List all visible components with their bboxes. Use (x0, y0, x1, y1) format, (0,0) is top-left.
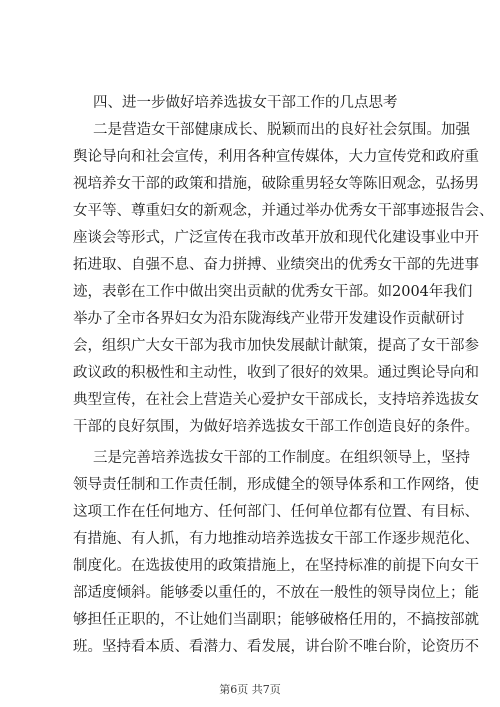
paragraph-2-line: 班。坚持看本质、看潜力、看发展，讲台阶不唯台阶，论资历不 (73, 639, 479, 655)
paragraph-1-line: 视培养女干部的政策和措施，破除重男轻女等陈旧观念，弘扬男 (73, 176, 479, 192)
paragraph-1-line: 迹，表彰在工作中做出突出贡献的优秀女干部。如2004年我们 (73, 284, 473, 300)
paragraph-1-line: 二是营造女干部健康成长、脱颖而出的良好社会氛围。加强 (93, 122, 470, 138)
paragraph-2-line: 领导责任制和工作责任制，形成健全的领导体系和工作网络，使 (73, 477, 479, 493)
paragraph-2-line: 三是完善培养选拔女干部的工作制度。在组织领导上，坚持 (93, 450, 470, 466)
paragraph-1-line: 座谈会等形式，广泛宣传在我市改革开放和现代化建设事业中开 (73, 230, 479, 246)
paragraph-1-line: 拓进取、自强不息、奋力拼搏、业绩突出的优秀女干部的先进事 (73, 257, 479, 273)
page-number-footer: 第6页 共7页 (219, 683, 281, 696)
paragraph-1-line: 典型宣传，在社会上营造关心爱护女干部成长，支持培养选拔女 (73, 392, 479, 408)
paragraph-1-line: 干部的良好氛围，为做好培养选拔女干部工作创造良好的条件。 (73, 419, 479, 435)
paragraph-1-line: 会，组织广大女干部为我市加快发展献计献策，提高了女干部参 (73, 338, 479, 354)
paragraph-1-line: 政议政的积极性和主动性，收到了很好的效果。通过舆论导向和 (73, 365, 479, 381)
paragraph-1-line: 女平等、尊重妇女的新观念，并通过举办优秀女干部事迹报告会、 (73, 203, 494, 219)
paragraph-1-line: 举办了全市各界妇女为沿东陇海线产业带开发建设作贡献研讨 (73, 311, 465, 327)
paragraph-1-line: 舆论导向和社会宣传，利用各种宣传媒体，大力宣传党和政府重 (73, 149, 479, 165)
paragraph-2-line: 这项工作在任何地方、任何部门、任何单位都有位置、有目标、 (73, 504, 479, 520)
paragraph-2-line: 部适度倾斜。能够委以重任的，不放在一般性的领导岗位上；能 (73, 585, 479, 601)
paragraph-2-line: 够担任正职的，不让她们当副职；能够破格任用的，不搞按部就 (73, 612, 479, 628)
section-heading: 四、进一步做好培养选拔女干部工作的几点思考 (93, 95, 398, 111)
paragraph-2-line: 有措施、有人抓，有力地推动培养选拔女干部工作逐步规范化、 (73, 531, 479, 547)
paragraph-2-line: 制度化。在选拔使用的政策措施上，在坚持标准的前提下向女干 (73, 558, 479, 574)
